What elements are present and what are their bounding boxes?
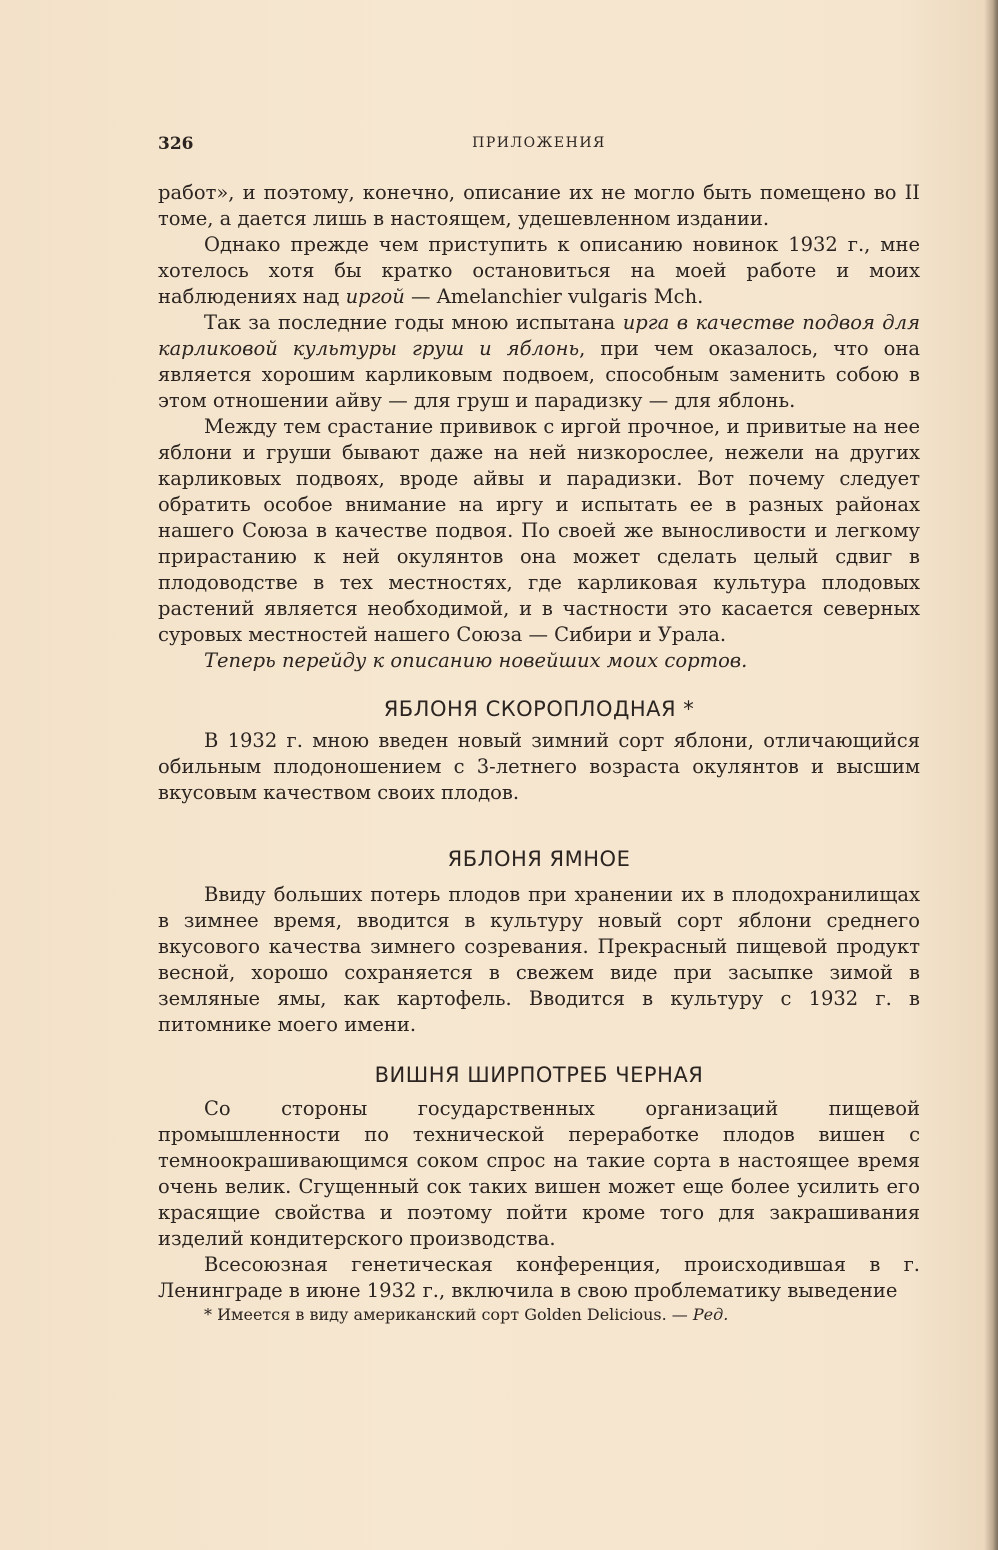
section-heading: ВИШНЯ ШИРПОТРЕБ ЧЕРНАЯ: [374, 1063, 704, 1087]
page-edge-shadow: [984, 0, 998, 1550]
paragraph-text: Между тем срастание прививок с иргой прочное, и привитые на нее яблони и груши бывают даже на ней низкорослее, нежели на других карликовых подвоях, вроде айвы и парадизки. Вот почему следует обратить особое внимание на иргу и испытать ее в разных районах нашего Союза в качестве подвоя. По своей же выносливости и легкому прирастанию к ней окулянтов она может сделать целый сдвиг в плодоводстве в тех местностях, где карликовая культура плодовых растений является необходимой, и в частности это касается северных суровых местностей нашего Союза — Сибири и Урала.: [158, 415, 920, 646]
italic-transition: Теперь перейду к описанию новейших моих сортов.: [204, 649, 748, 672]
paragraph: [158, 648, 920, 674]
paragraph-text: Так за последние годы мною испытана: [204, 311, 623, 334]
paragraph: [158, 232, 920, 310]
page-number: 326: [158, 134, 194, 154]
section-body: [158, 882, 920, 1038]
section-heading: ЯБЛОНЯ СКОРОПЛОДНАЯ *: [383, 697, 695, 721]
section-body: [158, 1252, 920, 1304]
section-body: [158, 1096, 920, 1252]
paragraph: [158, 310, 920, 414]
italic-phrase: ирга в качестве подвоя для карликовой культуры груш и яблонь: [158, 311, 920, 360]
paragraph-text: Однако прежде чем приступить к описанию новинок 1932 г., мне хотелось хотя бы кратко остановиться на моей работе и моих наблюдениях над: [158, 233, 920, 308]
paragraph-text: работ», и поэтому, конечно, описание их не могло быть помещено во II томе, а дается лишь в настоящем, удешевленном издании.: [158, 181, 920, 230]
section-heading: ЯБЛОНЯ ЯМНОЕ: [447, 847, 631, 871]
paragraph-text: — Amelanchier vulgaris Mch.: [404, 285, 704, 308]
paragraph-text: Со стороны государственных организаций пищевой промышленности по технической переработке плодов вишен с темноокрашивающимся соком спрос на такие сорта в настоящее время очень велик. Сгущенный сок таких вишен может еще более усилить его красящие свойства и поэтому пойти кроме того для закрашивания изделий кондитерского производства.: [158, 1097, 920, 1250]
main-text: [158, 180, 920, 1326]
paragraph: [158, 180, 920, 232]
running-title: ПРИЛОЖЕНИЯ: [472, 135, 606, 151]
paragraph: [158, 414, 920, 648]
paragraph-text: , при чем оказалось, что она является хорошим карликовым подвоем, способным заменить собою в этом отношении айву — для груш и парадизку — для яблонь.: [158, 337, 921, 412]
italic-term: иргой: [345, 285, 405, 308]
paragraph-text: Ввиду больших потерь плодов при хранении их в плодохранилищах в зимнее время, вводится в культуру новый сорт яблони среднего вкусового качества зимнего созревания. Прекрасный пищевой продукт весной, хорошо сохраняется в свежем виде при засыпке зимой в земляные ямы, как картофель. Вводится в культуру с 1932 г. в питомнике моего имени.: [158, 883, 920, 1036]
paragraph-text: В 1932 г. мною введен новый зимний сорт яблони, отличающийся обильным плодоношением с 3-летнего возраста окулянтов и высшим вкусовым качеством своих плодов.: [158, 729, 920, 804]
section-body: [158, 728, 920, 806]
footnote: [158, 1304, 920, 1326]
page-header: [158, 134, 920, 156]
paragraph-text: Всесоюзная генетическая конференция, происходившая в г. Ленинграде в июне 1932 г., включила в свою проблематику выведение: [158, 1253, 920, 1302]
footnote-text: * Имеется в виду американский сорт Golden Delicious. —: [204, 1305, 693, 1324]
footnote-editor-mark: Ред.: [692, 1305, 729, 1324]
